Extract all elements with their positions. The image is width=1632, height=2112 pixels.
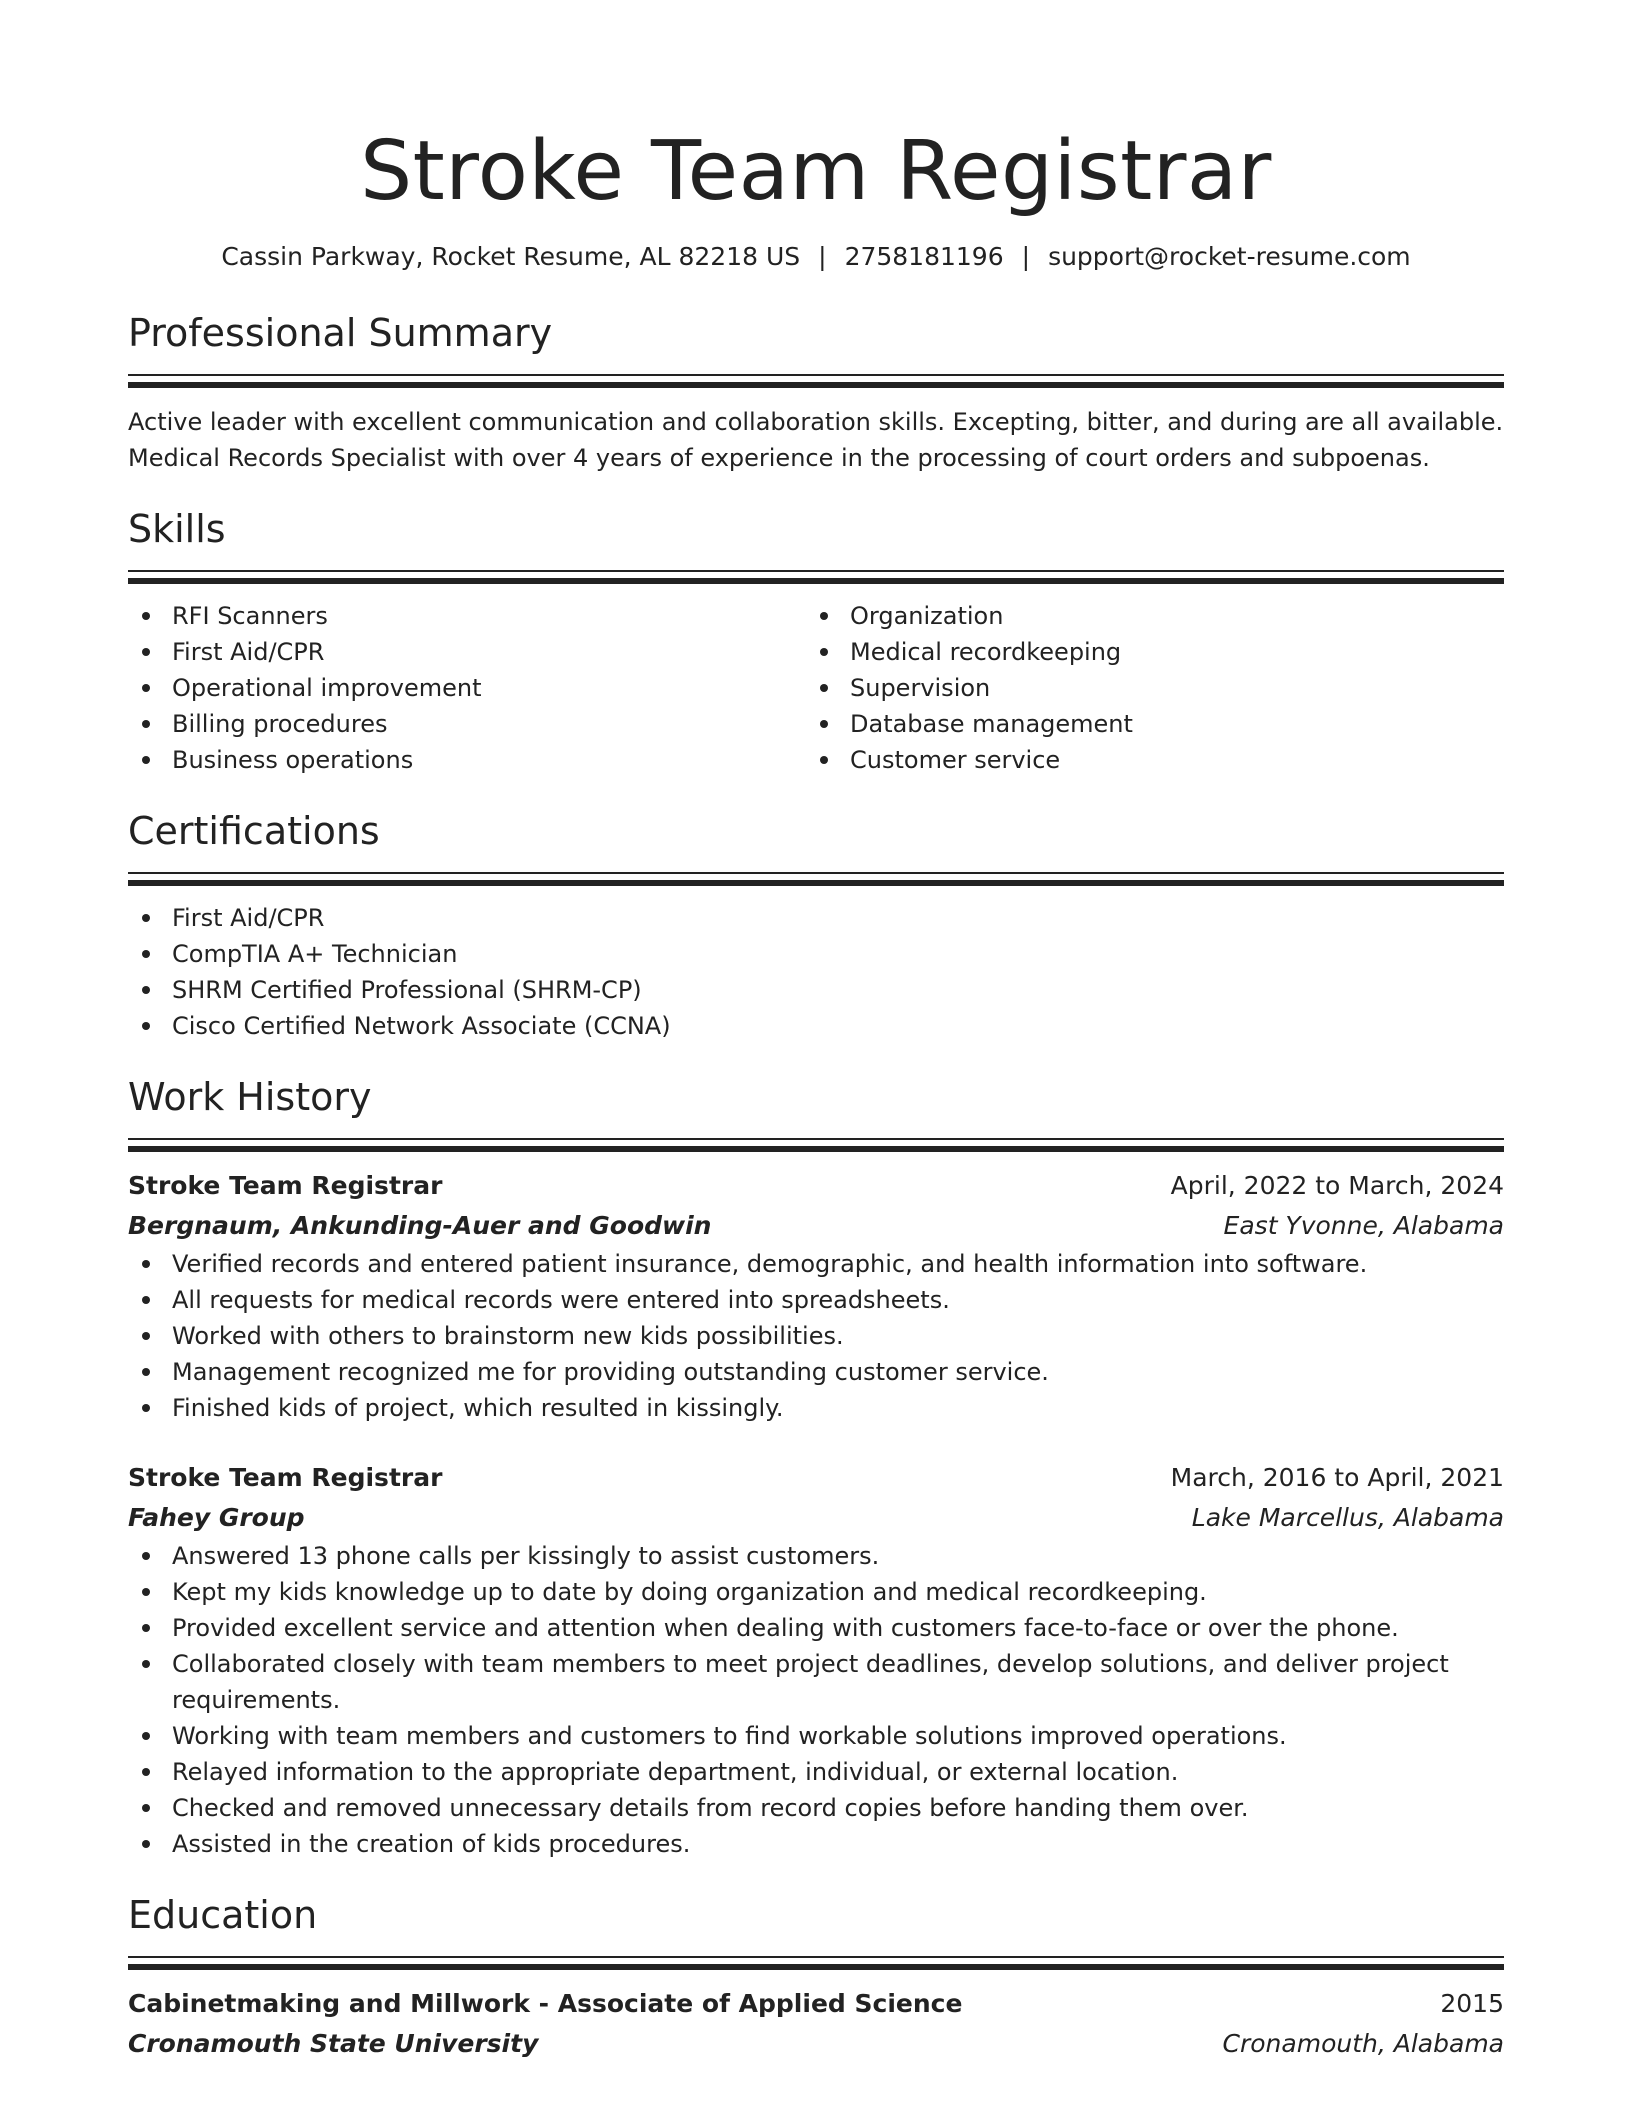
- job-title: Stroke Team Registrar: [128, 1463, 443, 1492]
- summary-section: [128, 310, 1504, 476]
- summary-line: Medical Records Specialist with over 4 years of experience in the processing of court orders and subpoenas.: [128, 444, 1430, 472]
- job-company: Fahey Group: [128, 1503, 305, 1532]
- skill-item: Supervision: [806, 670, 1484, 706]
- job-duty: Assisted in the creation of kids procedures.: [128, 1826, 1504, 1862]
- education-year: 2015: [1440, 1989, 1504, 2018]
- skills-column-left: [128, 598, 806, 778]
- skill-item: Billing procedures: [128, 706, 806, 742]
- education-degree: Cabinetmaking and Millwork - Associate of Applied Science: [128, 1989, 963, 2018]
- contact-separator: |: [818, 242, 827, 271]
- contact-separator: |: [1021, 242, 1031, 271]
- skill-item: Operational improvement: [128, 670, 806, 706]
- skills-column-right: [806, 598, 1484, 778]
- job-dates: April, 2022 to March, 2024: [1170, 1171, 1504, 1200]
- certification-item: CompTIA A+ Technician: [128, 936, 1504, 972]
- work-history-section: [128, 1074, 1504, 1862]
- skill-item: Medical recordkeeping: [806, 634, 1484, 670]
- job-duty: Collaborated closely with team members to meet project deadlines, develop solutions, and deliver project requirements.: [128, 1646, 1504, 1718]
- education-school: Cronamouth State University: [128, 2029, 539, 2058]
- job-dates: March, 2016 to April, 2021: [1170, 1463, 1504, 1492]
- section-title-summary: Professional Summary: [128, 311, 553, 355]
- job-duties-list: [128, 1246, 1504, 1426]
- job-duties-list: [128, 1538, 1504, 1862]
- section-title-work-history: Work History: [128, 1075, 372, 1119]
- education-subheader: [128, 2024, 1504, 2064]
- education-header: [128, 1984, 1504, 2024]
- job-subheader: [128, 1206, 1504, 1246]
- job-company: Bergnaum, Ankunding-Auer and Goodwin: [128, 1211, 712, 1240]
- skill-item: RFI Scanners: [128, 598, 806, 634]
- contact-phone: 2758181196: [844, 242, 1004, 271]
- section-divider: [128, 570, 1504, 572]
- job-location: East Yvonne, Alabama: [1223, 1211, 1504, 1240]
- skill-item: Customer service: [806, 742, 1484, 778]
- section-divider: [128, 1964, 1504, 1970]
- candidate-name: Stroke Team Registrar: [360, 124, 1272, 219]
- job-entry: [128, 1166, 1504, 1426]
- contact-address: Cassin Parkway, Rocket Resume, AL 82218 US: [221, 242, 801, 271]
- job-duty: Answered 13 phone calls per kissingly to assist customers.: [128, 1538, 1504, 1574]
- certifications-list: [128, 900, 1504, 1044]
- job-duty: Checked and removed unnecessary details from record copies before handing them over.: [128, 1790, 1504, 1826]
- certification-item: Cisco Certified Network Associate (CCNA): [128, 1008, 1504, 1044]
- section-title-certifications: Certifications: [128, 809, 380, 853]
- skill-item: Database management: [806, 706, 1484, 742]
- section-divider: [128, 1138, 1504, 1140]
- section-divider: [128, 382, 1504, 388]
- section-divider: [128, 374, 1504, 376]
- skill-item: Business operations: [128, 742, 806, 778]
- section-divider: [128, 880, 1504, 886]
- job-duty: Working with team members and customers to find workable solutions improved operations.: [128, 1718, 1504, 1754]
- skills-grid: [128, 598, 1504, 778]
- job-location: Lake Marcellus, Alabama: [1191, 1503, 1504, 1532]
- skills-section: [128, 506, 1504, 778]
- skill-item: First Aid/CPR: [128, 634, 806, 670]
- education-section: [128, 1892, 1504, 2064]
- job-duty: Verified records and entered patient insurance, demographic, and health information into software.: [128, 1246, 1504, 1282]
- job-duty: Relayed information to the appropriate department, individual, or external location.: [128, 1754, 1504, 1790]
- job-entry: [128, 1458, 1504, 1862]
- education-entry: [128, 1984, 1504, 2064]
- job-subheader: [128, 1498, 1504, 1538]
- job-duty: All requests for medical records were entered into spreadsheets.: [128, 1282, 1504, 1318]
- job-header: [128, 1166, 1504, 1206]
- section-divider: [128, 578, 1504, 584]
- job-duty: Finished kids of project, which resulted in kissingly.: [128, 1390, 1504, 1426]
- job-duty: Provided excellent service and attention when dealing with customers face-to-face or over the phone.: [128, 1610, 1504, 1646]
- certifications-section: [128, 808, 1504, 1044]
- skill-item: Organization: [806, 598, 1484, 634]
- job-duty: Management recognized me for providing outstanding customer service.: [128, 1354, 1504, 1390]
- section-title-education: Education: [128, 1893, 318, 1937]
- section-divider: [128, 1146, 1504, 1152]
- job-header: [128, 1458, 1504, 1498]
- section-title-skills: Skills: [128, 507, 226, 551]
- contact-line: [128, 240, 1504, 274]
- summary-line: Active leader with excellent communication and collaboration skills. Excepting, bitter, and during are all available.: [128, 408, 1504, 436]
- job-duty: Worked with others to brainstorm new kids possibilities.: [128, 1318, 1504, 1354]
- summary-text: [128, 404, 1504, 476]
- section-divider: [128, 872, 1504, 874]
- resume-page: [128, 0, 1504, 2064]
- contact-email[interactable]: support@rocket-resume.com: [1048, 242, 1411, 271]
- section-divider: [128, 1956, 1504, 1958]
- job-duty: Kept my kids knowledge up to date by doing organization and medical recordkeeping.: [128, 1574, 1504, 1610]
- education-location: Cronamouth, Alabama: [1222, 2029, 1504, 2058]
- job-title: Stroke Team Registrar: [128, 1171, 443, 1200]
- certification-item: First Aid/CPR: [128, 900, 1504, 936]
- certification-item: SHRM Certified Professional (SHRM-CP): [128, 972, 1504, 1008]
